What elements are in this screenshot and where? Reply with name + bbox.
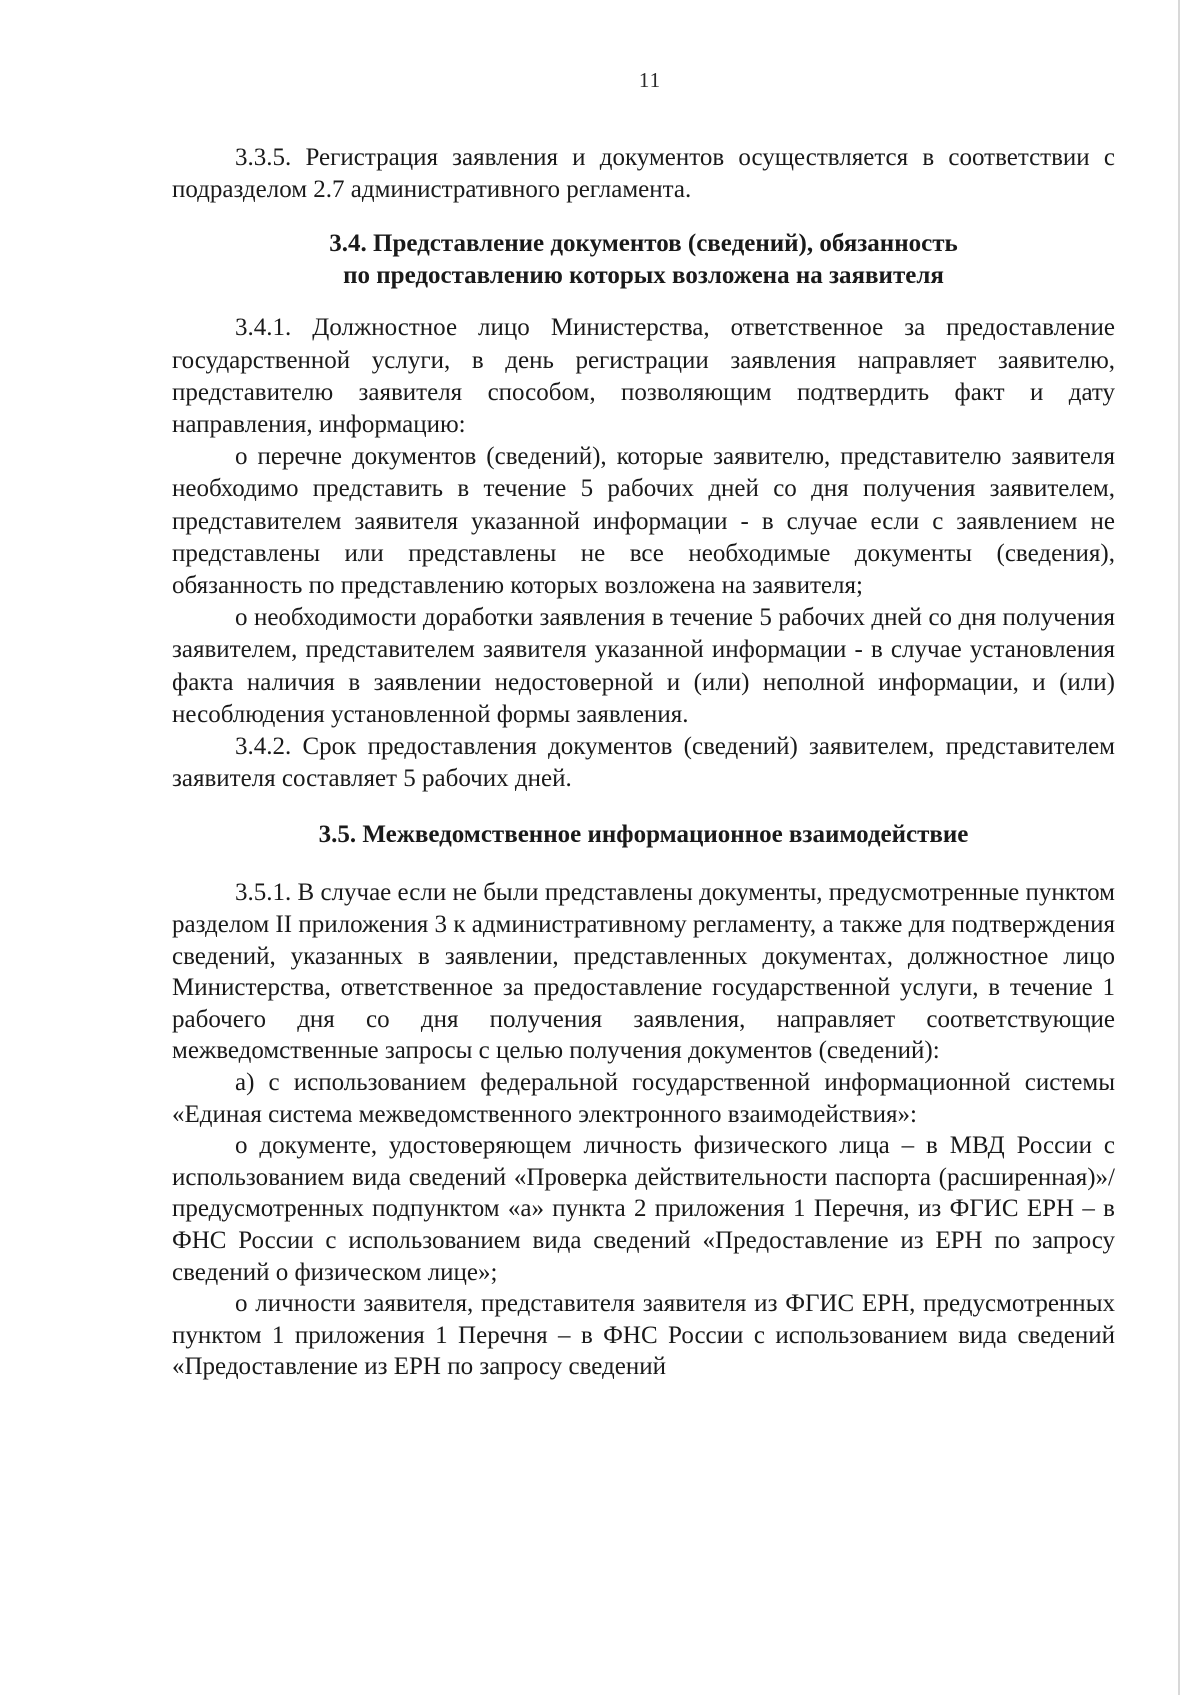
paragraph-3-4-1-list-item-1: о перечне документов (сведений), которые заявителю, представителю заявителя необходимо представить в течение 5 рабочих дней со дня получения заявителем, представителем заявителя указанной информации - в случае если с заявлением не представлены или представлены не все необходимые документы (сведения), обязанность по представлению которых возложена на заявителя;: [172, 443, 1115, 600]
page-number: 11: [638, 68, 662, 92]
document-body: [172, 142, 1115, 1383]
paragraph-3-4-2: 3.4.2. Срок предоставления документов (сведений) заявителем, представителем заявителя составляет 5 рабочих дней.: [172, 733, 1115, 793]
section-heading-3-5: 3.5. Межведомственное информационное взаимодействие: [318, 821, 969, 849]
section-heading-3-4-line1: 3.4. Представление документов (сведений), обязанность: [329, 230, 958, 258]
paragraph-3-4-1-list-item-2: о необходимости доработки заявления в течение 5 рабочих дней со дня получения заявителем, представителем заявителя указанной информации - в случае установления факта наличия в заявлении недостоверной и (или) неполной информации, и (или) несоблюдения установленной формы заявления.: [172, 604, 1115, 728]
page-edge-line: [1178, 0, 1180, 1695]
section-heading-3-4: [172, 228, 1115, 292]
paragraph-3-3-5: 3.3.5. Регистрация заявления и документов осуществляется в соответствии с подразделом 2.7 административного регламента.: [172, 144, 1115, 204]
paragraph-3-5-1: 3.5.1. В случае если не были представлены документы, предусмотренные пунктом разделом II приложения 3 к административному регламенту, а также для подтверждения сведений, указанных в заявлении, представленных документах, должностное лицо Министерства, ответственное за предоставление государственной услуги, в течение 1 рабочего дня со дня получения заявления, направляет соответствующие межведомственные запросы с целью получения документов (сведений):: [172, 879, 1115, 1065]
section-heading-3-4-line2: по предоставлению которых возложена на заявителя: [343, 262, 944, 290]
paragraph-3-5-1-a: а) с использованием федеральной государственной информационной системы «Единая система межведомственного электронного взаимодействия»:: [172, 1069, 1115, 1128]
paragraph-3-5-1-a-item-1: о документе, удостоверяющем личность физического лица – в МВД России с использованием вида сведений «Проверка действительности паспорта (расширенная)»/предусмотренных подпунктом «а» пункта 2 приложения 1 Перечня, из ФГИС ЕРН – в ФНС России с использованием вида сведений «Предоставление из ЕРН по запросу сведений о физическом лице»;: [172, 1132, 1115, 1286]
paragraph-3-5-1-a-item-2: о личности заявителя, представителя заявителя из ФГИС ЕРН, предусмотренных пунктом 1 приложения 1 Перечня – в ФНС России с использованием вида сведений «Предоставление из ЕРН по запросу сведений: [172, 1290, 1115, 1381]
section-heading-3-5-block: [172, 819, 1115, 851]
paragraph-3-4-1: 3.4.1. Должностное лицо Министерства, ответственное за предоставление государственной услуги, в день регистрации заявления направляет заявителю, представителю заявителя способом, позволяющим подтвердить факт и дату направления, информацию:: [172, 314, 1115, 439]
